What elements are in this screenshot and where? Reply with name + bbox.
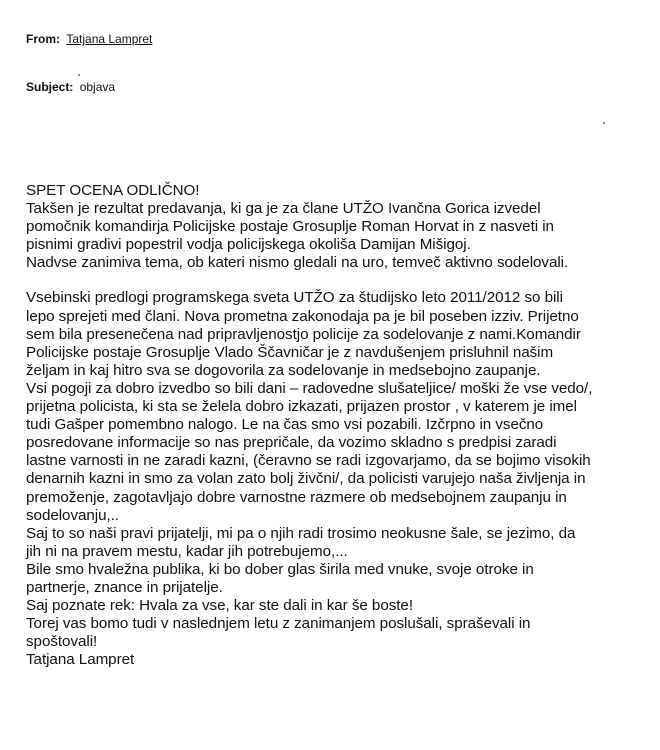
- paragraph-4: Saj to so naši pravi prijatelji, mi pa o njih radi trosimo neokusne šale, se jezimo, da jih ni na pravem mestu, kadar jih potrebujemo,...: [26, 524, 576, 560]
- subject-value: objava: [79, 80, 116, 94]
- subject-label: Subject:: [26, 80, 74, 94]
- paragraph-1: Takšen je rezultat predavanja, ki ga je za člane UTŽO Ivančna Gorica izvedel pomočnik komandirja Policijske postaje Grosuplje Roman Horvat in z nasveti in pisnimi gradivi popestril vodja policijskega okoliša Damijan Mišigoj. Nadvse zanimiva tema, ob kateri nismo gledali na uro, temveč aktivno sodelovali.: [26, 200, 569, 272]
- from-name: Tatjana Lampret: [66, 32, 153, 46]
- letter-title: SPET OCENA ODLIČNO!: [26, 182, 200, 199]
- paragraph-5: Bile smo hvaležna publika, ki bo dober glas širila med vnuke, svoje otroke in partnerje, znance in prijatelje.: [26, 560, 534, 596]
- scan-speck: [78, 74, 80, 76]
- paragraph-2: Vsebinski predlogi programskega sveta UTŽO za študijsko leto 2011/2012 so bili lepo sprejeti med člani. Nova prometna zakonodaja pa je bil poseben izziv. Prijetno sem bila presenečena nad pripravljenostjo policije za sodelovanje z nami.Komandir Policijske postaje Grosuplje Vlado Ščavničar je z navdušenjem prisluhnil našim željam in kaj hitro sva se dogovorila za sodelovanje in medsebojno zaupanje.: [26, 289, 581, 379]
- from-label: From:: [26, 32, 60, 46]
- scan-speck: [603, 122, 605, 124]
- paragraph-6: Saj poznate rek: Hvala za vse, kar ste dali in kar še boste!: [26, 597, 414, 615]
- paragraph-gap: [26, 272, 646, 289]
- paragraph-7: Torej vas bomo tudi v naslednjem letu z zanimanjem poslušali, spraševali in spoštovali!: [26, 615, 531, 651]
- subject-line: [26, 80, 115, 94]
- letter-body: [26, 182, 646, 669]
- signature: Tatjana Lampret: [26, 651, 135, 669]
- paragraph-3: Vsi pogoji za dobro izvedbo so bili dani – radovedne slušateljice/ moški že vse vedo/, prijetna policista, ki sta se želela dobro izkazati, prijazen prostor , v katerem je imel tudi Gašper pomembno nalogo. Le na čas smo vsi pozabili. Izčrpno in vsečno posredovane informacije so nas prepričale, da vozimo skladno s predpisi zaradi lastne varnosti in ne zaradi kazni, (čeravno se radi izgovarjamo, da se bojimo visokih denarnih kazni in smo za volan zato bolj živčni/, da policisti varujejo naša življenja in premoženje, zagotavljajo dobre varnostne razmere ob medsebojnem zaupanju in sodelovanju,..: [26, 379, 593, 524]
- from-line: [26, 32, 152, 46]
